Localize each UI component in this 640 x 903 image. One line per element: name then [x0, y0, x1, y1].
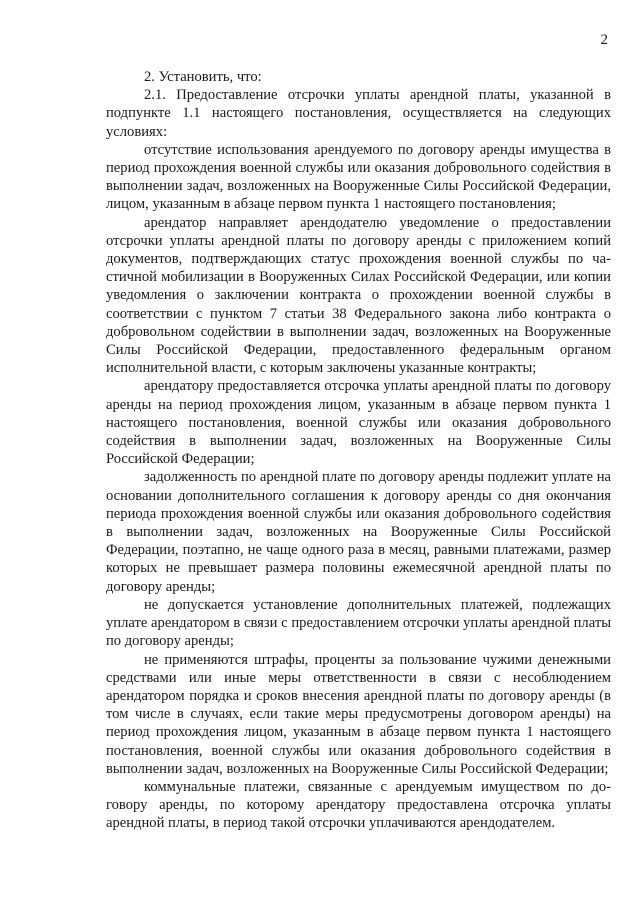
- condition-no-extra-payments: не допускается установление дополнительных платежей, подлежащих уплате арендатором в связи с предоставлением отсрочки уплаты арендной платы по договору аренды;: [106, 596, 611, 650]
- condition-notification: арендатор направляет арендодателю уведомление о предоставлении отсрочки уплаты арендной платы по договору аренды с приложением копий документов, подтверждающих статус прохождения военной службы по частичной мобилизации в Вооруженных Силах Российской Федерации, или копии уведомления о заключении контракта о прохождении военной службы в соответствии с пунктом 7 статьи 38 Федерального закона либо контракта о добровольном содействии в выполнении задач, возложенных на Вооруженные Силы Российской Федерации, предоставленного федеральным органом исполнительной власти, с которым заключены указанные контракты;: [106, 214, 611, 377]
- section-heading: 2. Установить, что:: [144, 69, 262, 85]
- condition-debt-repayment: задолженность по арендной плате по договору аренды подлежит уплате на основании дополнительного соглашения к договору аренды со дня окончания периода прохождения военной службы или оказания добровольного содействия в выполнении задач, возложенных на Вооруженные Силы Российской Федерации, поэтапно, не чаще одного раза в месяц, равными платежами, размер которых не превышает размера половины ежемесячной арендной платы по договору аренды;: [106, 469, 611, 595]
- condition-utility-payments: коммунальные платежи, связанные с арендуемым имуществом по договору аренды, по которому арендатору предоставлена отсрочка уплаты арендной платы, в период такой отсрочки уплачиваются арендодателем.: [106, 778, 611, 832]
- document-body: [106, 68, 611, 833]
- paragraph-2-1: 2.1. Предоставление отсрочки уплаты арендной платы, указанной в подпункте 1.1 настоящего постановления, осуществляется на следующих условиях:: [106, 87, 611, 140]
- condition-no-use: отсутствие использования арендуемого по договору аренды имущества в период прохождения военной службы или оказания добровольного содействия в выполнении задач, возложенных на Вооруженные Силы Российской Федерации, лицом, указанным в абзаце первом пункта 1 настоящего постановления;: [106, 141, 611, 213]
- page-number: 2: [600, 32, 608, 48]
- condition-no-penalties: не применяются штрафы, проценты за пользование чужими денежными средствами или иные меры ответственности в связи с несоблюдением арендатором порядка и сроков внесения арендной платы по договору аренды (в том числе в случаях, если такие меры предусмотрены договором аренды) на период прохождения лицом, указанным в абзаце первом пункта 1 настоящего постановления, военной службы или оказания добровольного содействия в выполнении задач, возложенных на Вооруженные Силы Российской Федерации;: [106, 651, 611, 777]
- condition-deferral-period: арендатору предоставляется отсрочка уплаты арендной платы по договору аренды на период прохождения лицом, указанным в абзаце первом пункта 1 настоящего постановления, военной службы или оказания добровольного содействия в выполнении задач, возложенных на Вооруженные Силы Российской Федерации;: [106, 378, 611, 468]
